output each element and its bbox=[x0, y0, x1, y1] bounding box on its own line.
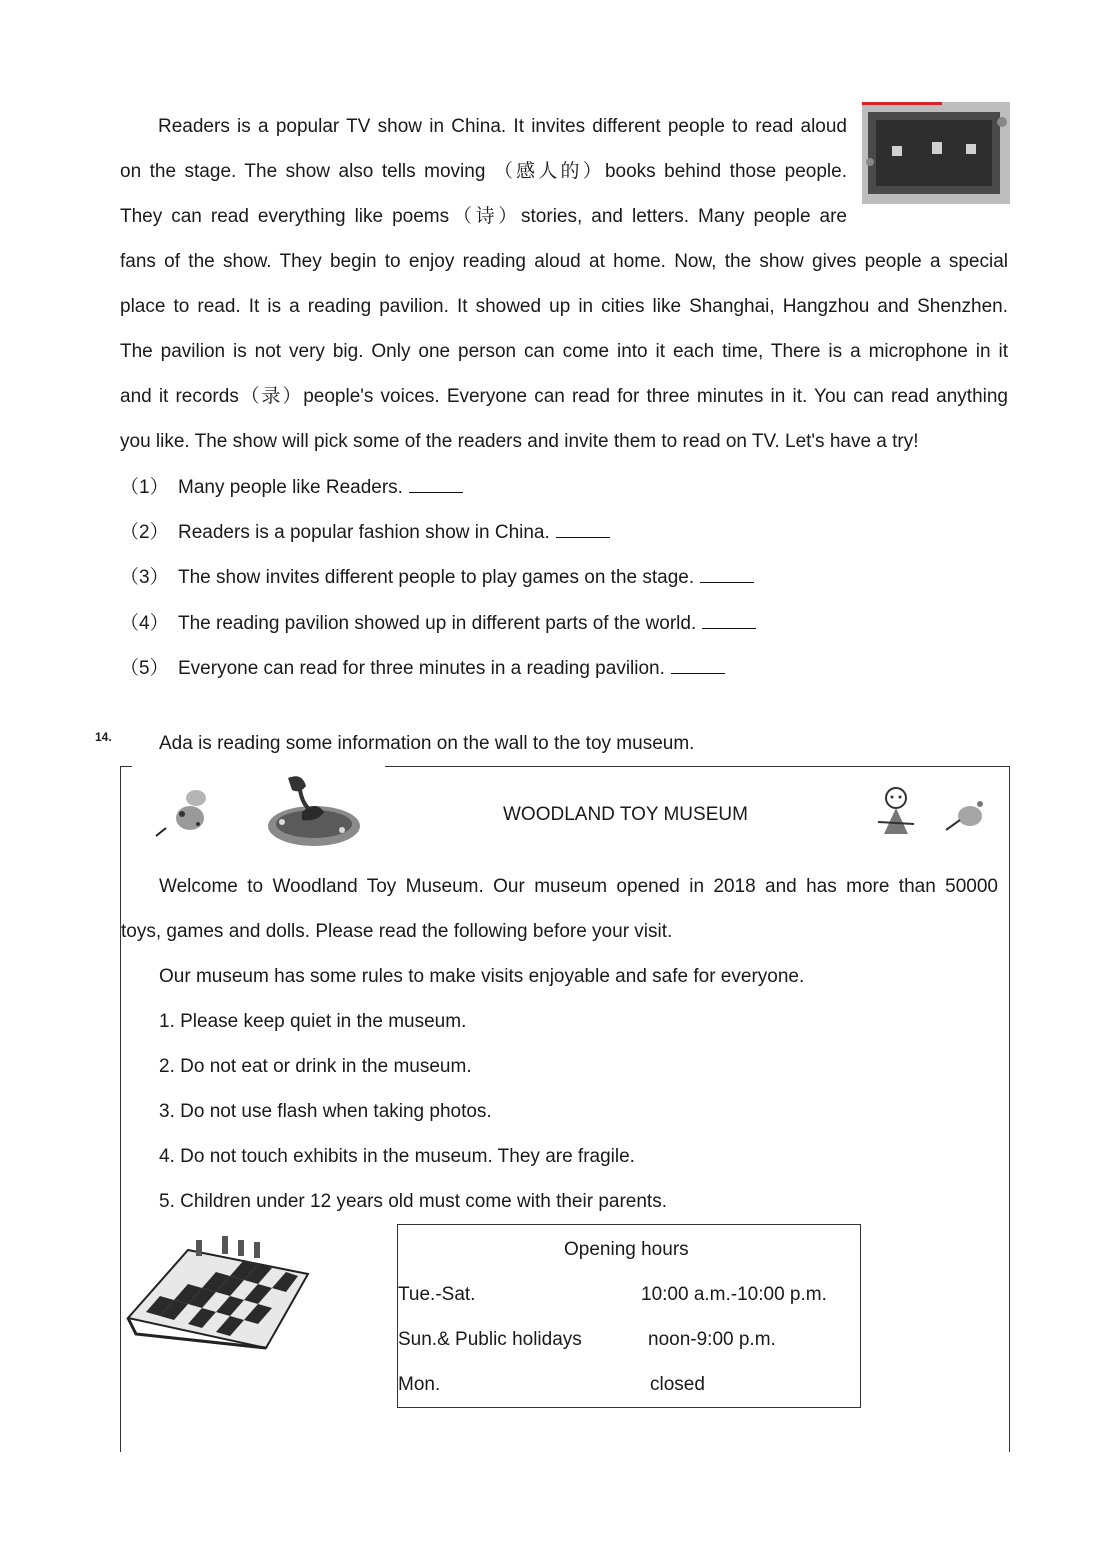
museum-box-top-border bbox=[120, 766, 132, 767]
question-number: （5） bbox=[120, 658, 169, 679]
toy-duck-image bbox=[262, 772, 362, 850]
toy-doll-image bbox=[872, 784, 920, 836]
answer-blank[interactable] bbox=[409, 478, 463, 493]
hours-time: 10:00 a.m.-10:00 p.m. bbox=[641, 1284, 827, 1305]
answer-blank[interactable] bbox=[671, 659, 725, 674]
question-item bbox=[120, 521, 610, 545]
hours-time: closed bbox=[650, 1374, 705, 1395]
passage-photo bbox=[862, 102, 1010, 204]
answer-blank[interactable] bbox=[700, 568, 754, 583]
passage-line: on the stage. The show also tells moving （感人的）books behind those people. bbox=[120, 161, 847, 182]
hours-day: Mon. bbox=[398, 1374, 441, 1395]
museum-box-top-border bbox=[385, 766, 1009, 767]
passage-line: The pavilion is not very big. Only one person can come into it each time, There is a microphone in it bbox=[120, 341, 1008, 362]
museum-rule: 3. Do not use flash when taking photos. bbox=[159, 1101, 492, 1122]
question-number: （3） bbox=[120, 567, 169, 588]
museum-welcome-text: Welcome to Woodland Toy Museum. Our museum opened in 2018 and has more than 50000 bbox=[159, 876, 998, 897]
opening-hours-title: Opening hours bbox=[564, 1239, 689, 1260]
question-item bbox=[120, 566, 754, 590]
question-14-number: 14. bbox=[95, 730, 112, 744]
toy-figure-image bbox=[942, 796, 992, 832]
answer-blank[interactable] bbox=[702, 614, 756, 629]
hours-day: Sun.& Public holidays bbox=[398, 1329, 582, 1350]
museum-rule: 1. Please keep quiet in the museum. bbox=[159, 1011, 467, 1032]
passage-line: place to read. It is a reading pavilion. It showed up in cities like Shanghai, Hangzhou and Shenzhen. bbox=[120, 296, 1008, 317]
question-number: （2） bbox=[120, 522, 169, 543]
question-number: （4） bbox=[120, 613, 169, 634]
passage-line: and it records（录）people's voices. Everyone can read for three minutes in it. You can read anything bbox=[120, 386, 1008, 407]
question-item bbox=[120, 657, 725, 681]
passage-line: fans of the show. They begin to enjoy reading aloud at home. Now, the show gives people a special bbox=[120, 251, 1008, 272]
opening-hours-table bbox=[397, 1224, 861, 1408]
toy-figure-image bbox=[152, 784, 214, 840]
question-text: The show invites different people to play games on the stage. bbox=[178, 567, 695, 588]
museum-rule: 2. Do not eat or drink in the museum. bbox=[159, 1056, 472, 1077]
hours-time: noon-9:00 p.m. bbox=[648, 1329, 776, 1350]
passage-line: They can read everything like poems（诗）stories, and letters. Many people are bbox=[120, 206, 847, 227]
hours-day: Tue.-Sat. bbox=[398, 1284, 476, 1305]
question-text: Readers is a popular fashion show in China. bbox=[178, 522, 550, 543]
question-text: Many people like Readers. bbox=[178, 477, 403, 498]
museum-welcome-text: toys, games and dolls. Please read the following before your visit. bbox=[121, 921, 673, 942]
question-item bbox=[120, 612, 756, 636]
chessboard-image bbox=[126, 1234, 312, 1352]
passage-line: you like. The show will pick some of the readers and invite them to read on TV. Let's have a try! bbox=[120, 431, 919, 452]
question-item bbox=[120, 476, 463, 500]
museum-rule: 4. Do not touch exhibits in the museum. They are fragile. bbox=[159, 1146, 635, 1167]
answer-blank[interactable] bbox=[556, 523, 610, 538]
question-number: （1） bbox=[120, 477, 169, 498]
museum-title: WOODLAND TOY MUSEUM bbox=[503, 804, 748, 825]
museum-rules-intro: Our museum has some rules to make visits enjoyable and safe for everyone. bbox=[159, 966, 805, 987]
question-14-intro: Ada is reading some information on the wall to the toy museum. bbox=[159, 733, 695, 754]
museum-rule: 5. Children under 12 years old must come with their parents. bbox=[159, 1191, 667, 1212]
passage-line: Readers is a popular TV show in China. It invites different people to read aloud bbox=[158, 116, 847, 137]
question-text: Everyone can read for three minutes in a reading pavilion. bbox=[178, 658, 665, 679]
question-text: The reading pavilion showed up in different parts of the world. bbox=[178, 613, 697, 634]
